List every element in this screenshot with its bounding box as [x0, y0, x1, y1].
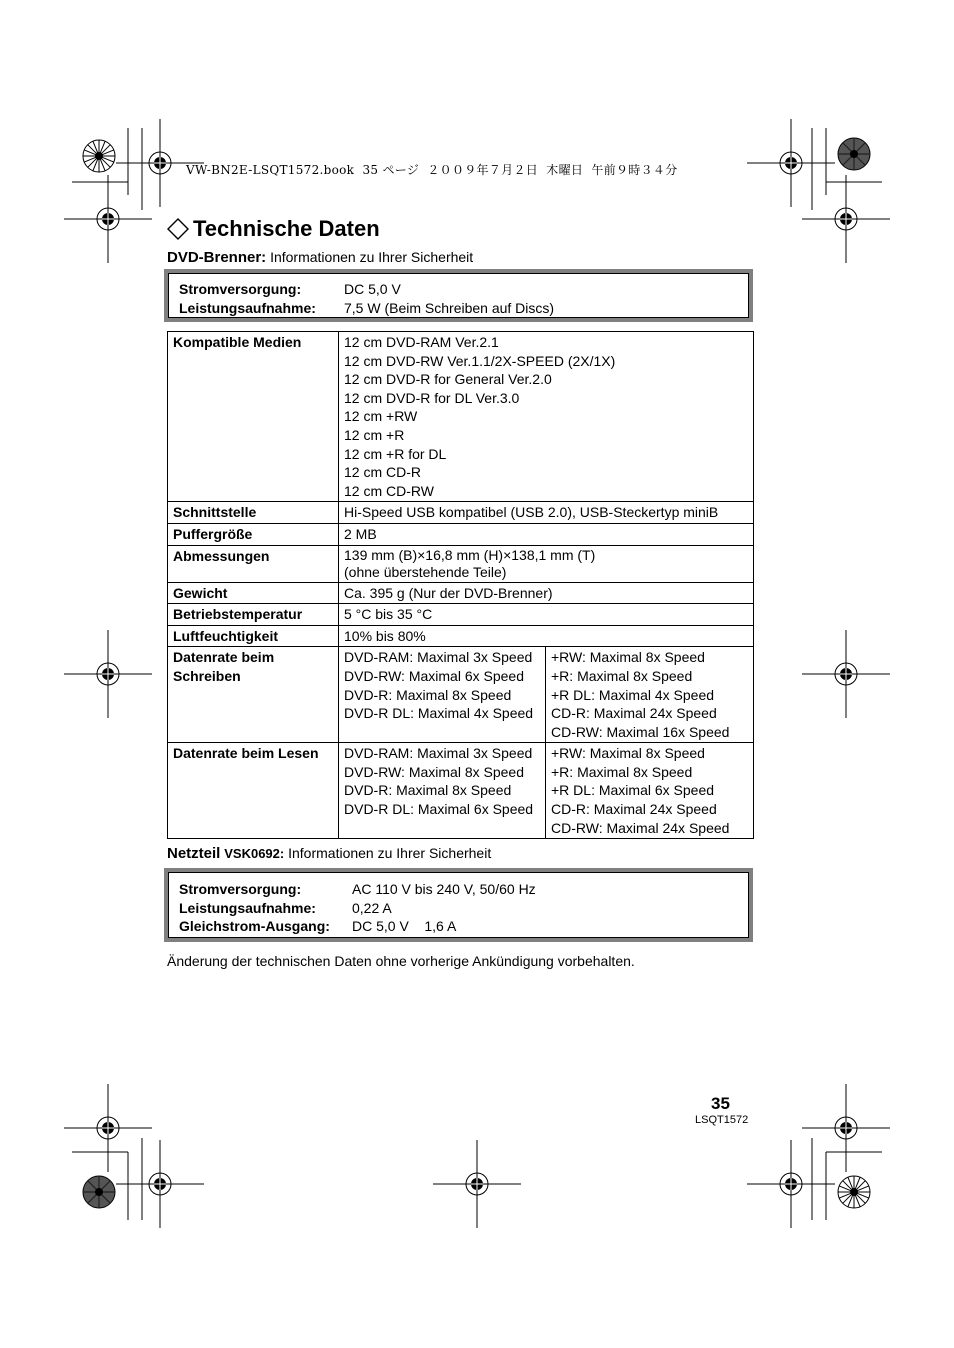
list-item: 12 cm DVD-R for DL Ver.3.0 — [344, 389, 520, 406]
dvd-power-box — [164, 269, 753, 322]
list-item: DVD-RW: Maximal 8x Speed — [344, 763, 524, 780]
dvd-power-table — [179, 280, 554, 317]
dvd-section-heading — [167, 249, 473, 266]
list-item: 12 cm DVD-RW Ver.1.1/2X-SPEED (2X/1X) — [344, 352, 616, 369]
table-row — [168, 604, 754, 626]
list-item: DVD-R: Maximal 8x Speed — [344, 782, 512, 799]
buffer-label: Puffergröße — [168, 523, 339, 545]
read-rate-label: Datenrate beim Lesen — [168, 743, 339, 839]
table-row — [179, 299, 554, 318]
page-title — [167, 216, 380, 242]
write-rate-label — [168, 647, 339, 743]
dimensions-value — [339, 545, 754, 582]
buffer-value: 2 MB — [339, 523, 754, 545]
list-item: +R DL: Maximal 6x Speed — [551, 782, 715, 799]
power-value: DC 5,0 V — [344, 281, 401, 297]
list-item: +R: Maximal 8x Speed — [551, 763, 693, 780]
change-notice: Änderung der technischen Daten ohne vorherige Ankündigung vorbehalten. — [167, 953, 635, 969]
adapter-supply-value: AC 110 V bis 240 V, 50/60 Hz — [352, 881, 536, 897]
table-row — [179, 917, 536, 936]
spec-table — [167, 331, 754, 839]
list-item: +RW: Maximal 8x Speed — [551, 649, 705, 666]
table-row — [179, 899, 536, 918]
humidity-label: Luftfeuchtigkeit — [168, 625, 339, 647]
write-rate-label-line: Datenrate beim — [173, 649, 275, 666]
humidity-value: 10% bis 80% — [339, 625, 754, 647]
adapter-supply-label: Stromversorgung: — [179, 881, 302, 897]
table-row — [168, 523, 754, 545]
adapter-section-heading — [167, 845, 491, 862]
interface-value: Hi-Speed USB kompatibel (USB 2.0), USB-Steckertyp miniB — [339, 502, 754, 524]
table-row — [168, 743, 754, 839]
dimensions-label: Abmessungen — [168, 545, 339, 582]
temperature-value: 5 °C bis 35 °C — [339, 604, 754, 626]
table-row — [179, 280, 554, 299]
list-item: CD-R: Maximal 24x Speed — [551, 705, 717, 722]
table-row — [168, 625, 754, 647]
list-item: 12 cm +RW — [344, 408, 418, 425]
media-list — [339, 332, 754, 502]
page-number: 35 — [711, 1094, 730, 1113]
interface-label: Schnittstelle — [168, 502, 339, 524]
table-row — [168, 647, 754, 743]
adapter-power-box — [164, 868, 753, 942]
list-item: 12 cm CD-R — [344, 464, 422, 481]
adapter-heading-note: Informationen zu Ihrer Sicherheit — [288, 845, 492, 861]
list-item: +R DL: Maximal 4x Speed — [551, 686, 715, 703]
weight-label: Gewicht — [168, 582, 339, 604]
dvd-heading-label: DVD-Brenner: — [167, 249, 267, 266]
diamond-icon — [167, 218, 189, 240]
list-item: 12 cm +R — [344, 426, 405, 443]
adapter-model: VSK0692: — [224, 846, 285, 861]
temperature-label: Betriebstemperatur — [168, 604, 339, 626]
adapter-consumption-value: 0,22 A — [352, 899, 392, 916]
list-item: CD-RW: Maximal 16x Speed — [551, 723, 730, 740]
table-row — [168, 332, 754, 502]
dimensions-note: (ohne überstehende Teile) — [344, 563, 507, 580]
list-item: 12 cm CD-RW — [344, 482, 434, 499]
write-rate-other — [546, 647, 754, 743]
adapter-output-label: Gleichstrom-Ausgang: — [179, 918, 330, 934]
table-row — [168, 545, 754, 582]
power-label: Stromversorgung: — [179, 281, 302, 297]
list-item: +RW: Maximal 8x Speed — [551, 745, 705, 762]
list-item: +R: Maximal 8x Speed — [551, 667, 693, 684]
list-item: DVD-R: Maximal 8x Speed — [344, 686, 512, 703]
adapter-heading-label: Netzteil — [167, 845, 221, 862]
table-row — [168, 582, 754, 604]
list-item: CD-R: Maximal 24x Speed — [551, 801, 717, 818]
consumption-value: 7,5 W (Beim Schreiben auf Discs) — [344, 299, 555, 316]
list-item: 12 cm DVD-RAM Ver.2.1 — [344, 334, 499, 350]
media-label: Kompatible Medien — [168, 332, 339, 502]
list-item: DVD-R DL: Maximal 4x Speed — [344, 705, 534, 722]
list-item: DVD-RAM: Maximal 3x Speed — [344, 745, 533, 762]
table-row — [179, 880, 536, 899]
document-code: LSQT1572 — [695, 1114, 749, 1126]
dimensions-line: 139 mm (B)×16,8 mm (H)×138,1 mm (T) — [344, 546, 596, 563]
adapter-power-table — [179, 880, 536, 936]
adapter-output-value: DC 5,0 V 1,6 A — [352, 918, 457, 934]
adapter-consumption-label: Leistungsaufnahme: — [179, 899, 316, 916]
list-item: 12 cm DVD-R for General Ver.2.0 — [344, 371, 552, 388]
print-header: VW-BN2E-LSQT1572.book 35 ページ ２００９年７月２日 木曜日 午前９時３４分 — [186, 163, 678, 177]
dvd-heading-note: Informationen zu Ihrer Sicherheit — [270, 249, 474, 265]
weight-value: Ca. 395 g (Nur der DVD-Brenner) — [339, 582, 754, 604]
list-item: DVD-R DL: Maximal 6x Speed — [344, 801, 534, 818]
list-item: 12 cm +R for DL — [344, 445, 447, 462]
page-title-text: Technische Daten — [193, 216, 380, 241]
read-rate-other — [546, 743, 754, 839]
list-item: DVD-RAM: Maximal 3x Speed — [344, 649, 533, 666]
read-rate-dvd — [339, 743, 546, 839]
table-row — [168, 502, 754, 524]
consumption-label: Leistungsaufnahme: — [179, 299, 316, 316]
write-rate-dvd — [339, 647, 546, 743]
list-item: DVD-RW: Maximal 6x Speed — [344, 667, 524, 684]
list-item: CD-RW: Maximal 24x Speed — [551, 819, 730, 836]
write-rate-label-line: Schreiben — [173, 667, 241, 684]
